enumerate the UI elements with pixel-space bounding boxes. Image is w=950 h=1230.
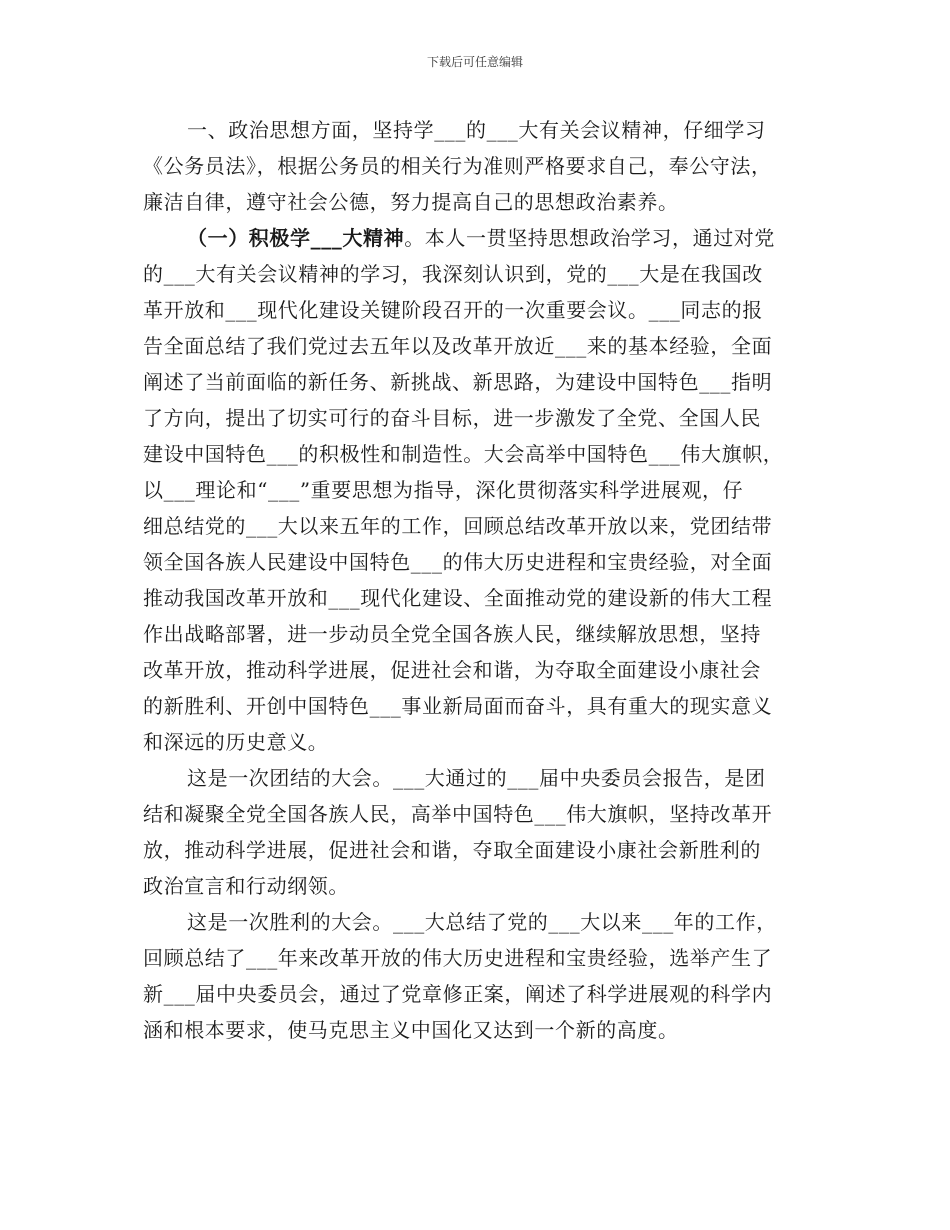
text-line: 的新胜利、开创中国特色___事业新局面而奋斗，具有重大的现实意义	[143, 694, 773, 718]
text-line: 这是一次胜利的大会。___大总结了党的___大以来___年的工作，	[187, 910, 777, 934]
document-body	[143, 112, 811, 1048]
text-line: 作出战略部署，进一步动员全党全国各族人民，继续解放思想，坚持	[143, 622, 761, 646]
text-line: 涵和根本要求，使马克思主义中国化又达到一个新的高度。	[143, 1018, 679, 1042]
section-heading: （一）积极学___大精神	[187, 226, 405, 250]
text-line: 改革开放，推动科学进展，促进社会和谐，为夺取全面建设小康社会	[143, 658, 761, 682]
text-line: 告全面总结了我们党过去五年以及改革开放近___来的基本经验，全面	[143, 334, 773, 358]
text-line: 和深远的历史意义。	[143, 730, 329, 754]
paragraph-victory-congress	[143, 904, 811, 1048]
text-line: 推动我国改革开放和___现代化建设、全面推动党的建设新的伟大工程	[143, 586, 773, 610]
page-header: 下载后可任意编辑	[426, 55, 523, 69]
text-line: 回顾总结了___年来改革开放的伟大历史进程和宝贵经验，选举产生了	[143, 946, 773, 970]
text-line: 的___大有关会议精神的学习，我深刻认识到，党的___大是在我国改	[143, 262, 763, 286]
text-line: 革开放和___现代化建设关键阶段召开的一次重要会议。___同志的报	[143, 298, 763, 322]
text-line: 阐述了当前面临的新任务、新挑战、新思路，为建设中国特色___指明	[143, 370, 773, 394]
text-line: 一、政治思想方面，坚持学___的___大有关会议精神，仔细学习	[187, 118, 766, 142]
text-line: 领全国各族人民建设中国特色___的伟大历史进程和宝贵经验，对全面	[143, 550, 773, 574]
text-line	[143, 220, 811, 256]
paragraph-political-thought	[143, 112, 811, 220]
text-line: 结和凝聚全党全国各族人民，高举中国特色___伟大旗帜，坚持改革开	[143, 802, 773, 826]
text-line: 政治宣言和行动纲领。	[143, 874, 349, 898]
text-span: 。本人一贯坚持思想政治学习，通过对党	[404, 226, 776, 250]
text-line: 新___届中央委员会，通过了党章修正案，阐述了科学进展观的科学内	[143, 982, 773, 1006]
text-line: 这是一次团结的大会。___大通过的___届中央委员会报告，是团	[187, 766, 766, 790]
text-line: 建设中国特色___的积极性和制造性。大会高举中国特色___伟大旗帜，	[143, 442, 784, 466]
text-line: 了方向，提出了切实可行的奋斗目标，进一步激发了全党、全国人民	[143, 406, 761, 430]
paragraph-study-spirit	[143, 220, 811, 760]
text-line: 廉洁自律，遵守社会公德，努力提高自己的思想政治素养。	[143, 190, 679, 214]
text-line: 放，推动科学进展，促进社会和谐，夺取全面建设小康社会新胜利的	[143, 838, 761, 862]
text-line: 以___理论和“___”重要思想为指导，深化贯彻落实科学进展观，仔	[143, 478, 744, 502]
text-line: 细总结党的___大以来五年的工作，回顾总结改革开放以来，党团结带	[143, 514, 773, 538]
text-line: 《公务员法》，根据公务员的相关行为准则严格要求自己，奉公守法，	[143, 154, 772, 178]
paragraph-unity-congress	[143, 760, 811, 904]
